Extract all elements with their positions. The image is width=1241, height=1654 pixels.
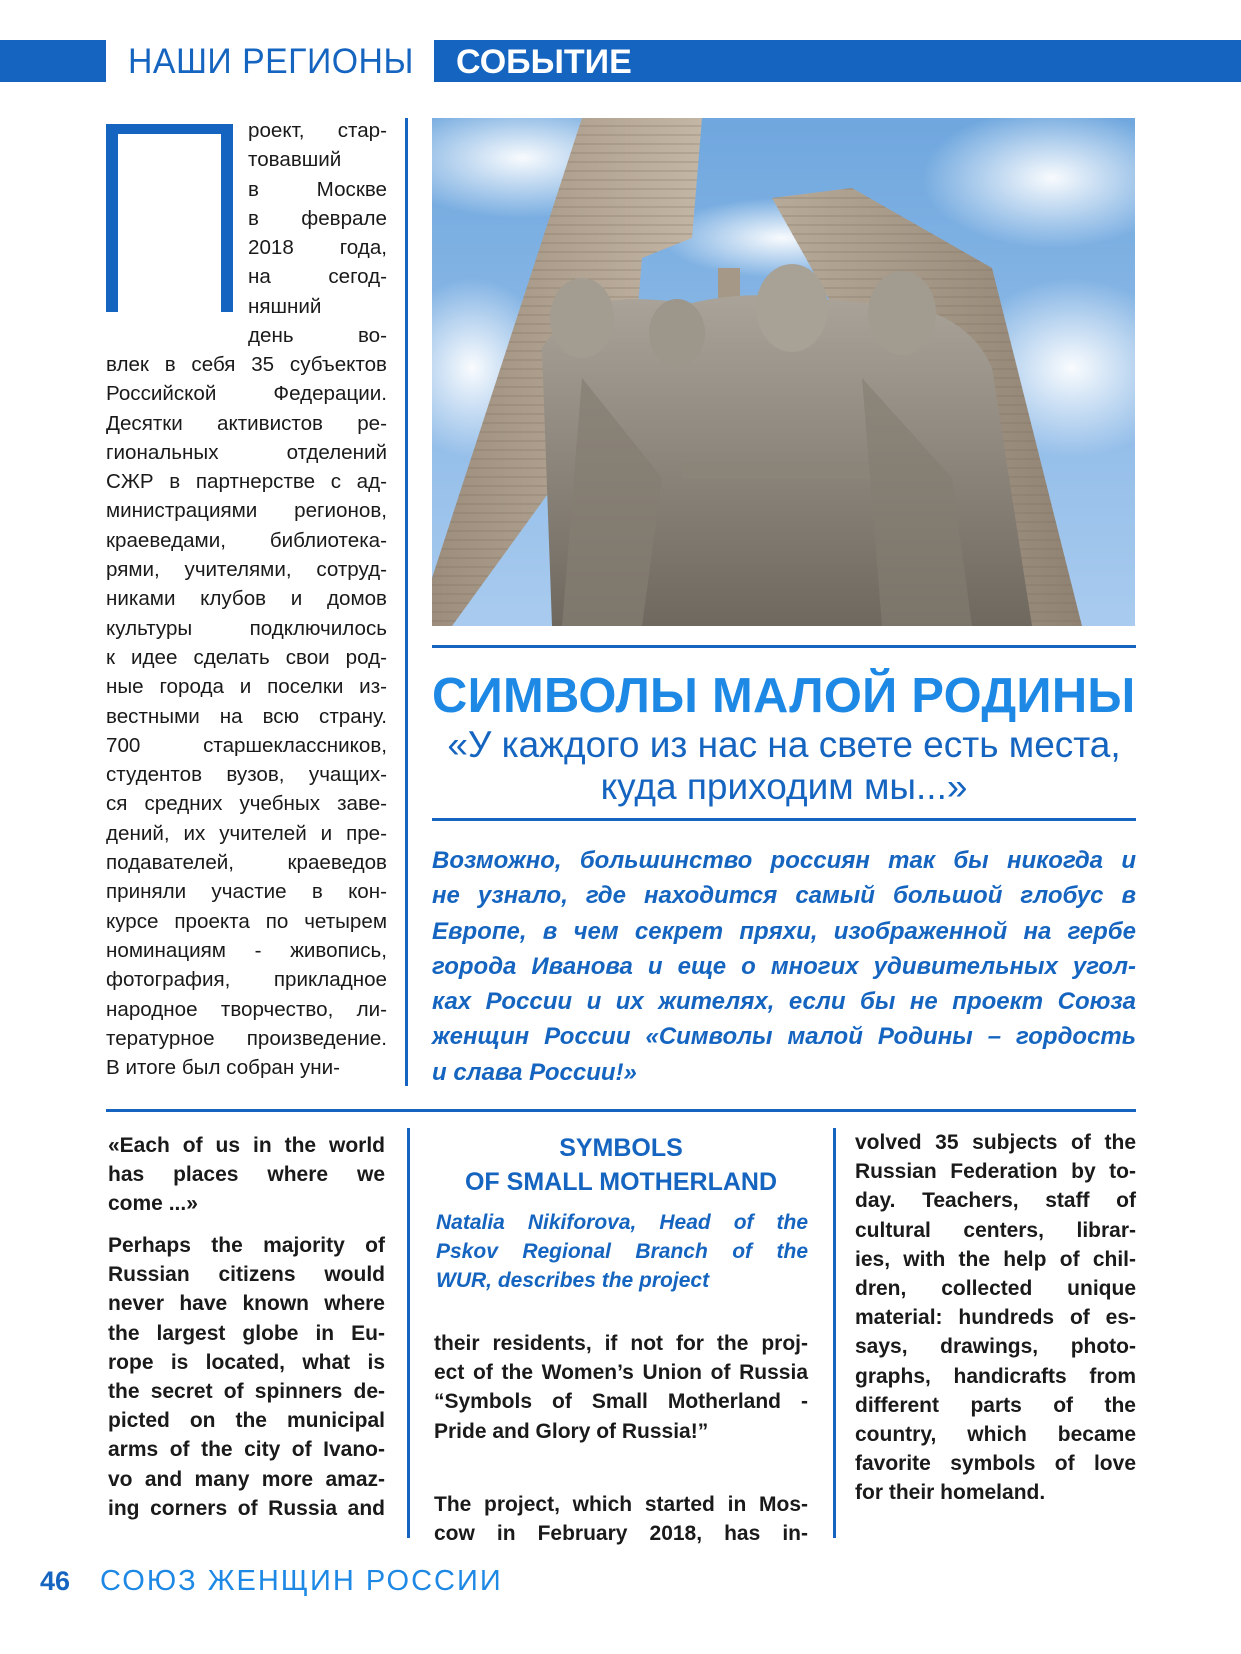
english-quote-line: «Each of us in the world bbox=[108, 1134, 385, 1157]
english-title-line-2: OF SMALL MOTHERLAND bbox=[464, 1168, 777, 1196]
article-subtitle bbox=[432, 724, 1136, 808]
article-text-line: подавателей, краеведов bbox=[106, 851, 387, 875]
dropcap-letter bbox=[106, 124, 233, 312]
english-column-3 bbox=[855, 1128, 1136, 1508]
article-text-line: на сегод- bbox=[248, 265, 387, 289]
article-text-line: номинациям - живопись, bbox=[106, 938, 387, 962]
english-text-line: ect of the Women’s Union of Russia bbox=[434, 1361, 808, 1385]
english-text-line: Russian citizens would bbox=[108, 1263, 385, 1287]
article-text-line: министрациями регионов, bbox=[106, 499, 387, 523]
header-left-bar bbox=[0, 40, 106, 82]
article-text-line: Российской Федерации. bbox=[106, 382, 387, 406]
english-text-line: arms of the city of Ivano- bbox=[108, 1438, 385, 1462]
title-rule-bottom bbox=[432, 818, 1136, 821]
lead-text-line: и слава России!» bbox=[432, 1058, 637, 1086]
article-title: СИМВОЛЫ МАЛОЙ РОДИНЫ bbox=[432, 669, 1136, 723]
english-title-line-1: SYMBOLS bbox=[559, 1134, 683, 1162]
article-text-line: дений, их учителей и пре- bbox=[106, 821, 387, 845]
english-text-line: The project, which started in Mos- bbox=[434, 1493, 808, 1516]
english-quote-line: has places where we bbox=[108, 1163, 385, 1187]
english-text-line: dren, collected unique bbox=[855, 1277, 1136, 1301]
english-section-rule bbox=[106, 1109, 1136, 1112]
article-text-line: рями, учителями, сотруд- bbox=[106, 558, 387, 582]
article-text-line: вестными на всю страну. bbox=[106, 704, 387, 728]
rubric-label: СОБЫТИЕ bbox=[456, 43, 632, 81]
english-text-line: picted on the municipal bbox=[108, 1409, 385, 1433]
lead-text-line: Возможно, большинство россиян так бы никогда и bbox=[432, 847, 1136, 874]
english-text-line: the largest globe in Eu- bbox=[108, 1321, 385, 1345]
english-text-line: cow in February 2018, has in- bbox=[434, 1522, 808, 1546]
english-text-line: volved 35 subjects of the bbox=[855, 1131, 1136, 1154]
english-text-line: says, drawings, photo- bbox=[855, 1335, 1136, 1359]
page-number: 46 bbox=[40, 1566, 71, 1596]
english-text-line: Pride and Glory of Russia!” bbox=[434, 1419, 709, 1443]
article-intro-wide bbox=[106, 350, 387, 1082]
title-rule-top bbox=[432, 645, 1136, 648]
article-text-line: товавший bbox=[248, 148, 342, 172]
english-text-line: day. Teachers, staff of bbox=[855, 1189, 1136, 1213]
article-text-line: ные города и поселки из- bbox=[106, 675, 387, 699]
english-text-line: their residents, if not for the proj- bbox=[434, 1332, 808, 1355]
lead-text-line: города Иванова и еще о многих удивительных угол- bbox=[432, 952, 1136, 980]
article-text-line: тературное произведение. bbox=[106, 1026, 387, 1050]
article-text-line: ся средних учебных заве- bbox=[106, 792, 387, 816]
article-text-line: культуры подключилось bbox=[106, 616, 387, 640]
english-byline-line: WUR, describes the project bbox=[436, 1269, 710, 1293]
monument-photo bbox=[432, 118, 1135, 626]
english-text-line: ing corners of Russia and bbox=[108, 1496, 385, 1520]
article-text-line: краеведами, библиотека- bbox=[106, 528, 387, 552]
article-text-line: роект, стар- bbox=[248, 119, 387, 142]
article-text-line: день во- bbox=[248, 324, 387, 348]
article-text-line: приняли участие в кон- bbox=[106, 880, 387, 904]
english-text-line: favorite symbols of love bbox=[855, 1452, 1136, 1476]
subtitle-line-2: куда приходим мы...» bbox=[600, 766, 968, 807]
section-title: НАШИ РЕГИОНЫ bbox=[128, 42, 414, 81]
english-text-line: vo and many more amaz- bbox=[108, 1467, 385, 1491]
english-byline-line: Pskov Regional Branch of the bbox=[436, 1240, 808, 1264]
english-column-1 bbox=[108, 1231, 385, 1523]
article-text-line: няшний bbox=[248, 294, 322, 318]
english-text-line: different parts of the bbox=[855, 1393, 1136, 1417]
article-intro-narrow bbox=[248, 116, 387, 350]
article-text-line: народное творчество, ли- bbox=[106, 997, 387, 1021]
lead-text-line: не узнало, где находится самый большой глобус в bbox=[432, 882, 1136, 910]
english-column-2b bbox=[434, 1490, 808, 1548]
article-text-line: к идее сделать свои род- bbox=[106, 645, 387, 669]
english-text-line: Perhaps the majority of bbox=[108, 1234, 385, 1257]
article-lead bbox=[432, 843, 1136, 1090]
article-text-line: никами клубов и домов bbox=[106, 587, 387, 611]
article-text-line: фотография, прикладное bbox=[106, 968, 387, 992]
english-text-line: material: hundreds of es- bbox=[855, 1306, 1136, 1330]
subtitle-line-1: «У каждого из нас на свете есть места, bbox=[447, 724, 1121, 765]
english-quote-line: come ...» bbox=[108, 1192, 198, 1216]
magazine-name: СОЮЗ ЖЕНЩИН РОССИИ bbox=[100, 1565, 503, 1597]
article-text-line: 2018 года, bbox=[248, 236, 387, 260]
lead-text-line: ках России и их жителях, если бы не проект Союза bbox=[432, 988, 1136, 1016]
article-text-line: курсе проекта по четырем bbox=[106, 909, 387, 933]
english-text-line: never have known where bbox=[108, 1292, 385, 1316]
english-byline-line: Natalia Nikiforova, Head of the bbox=[436, 1211, 808, 1234]
english-text-line: for their homeland. bbox=[855, 1481, 1046, 1505]
english-text-line: cultural centers, librar- bbox=[855, 1218, 1136, 1242]
article-text-line: в Москве bbox=[248, 177, 387, 201]
article-text-line: гиональных отделений bbox=[106, 440, 387, 464]
lead-text-line: Европе, в чем секрет пряхи, изображенной на гербе bbox=[432, 917, 1136, 945]
article-text-line: в феврале bbox=[248, 206, 387, 230]
english-text-line: “Symbols of Small Motherland - bbox=[434, 1390, 808, 1414]
lead-text-line: женщин России «Символы малой Родины – гордость bbox=[432, 1023, 1136, 1051]
english-title bbox=[432, 1131, 810, 1199]
english-text-line: ies, with the help of chil- bbox=[855, 1247, 1136, 1271]
english-text-line: country, which became bbox=[855, 1423, 1136, 1447]
article-text-line: СЖР в партнерстве с ад- bbox=[106, 470, 387, 494]
column-divider bbox=[405, 118, 408, 1086]
article-text-line: 700 старшеклассников, bbox=[106, 733, 387, 757]
english-column-divider-2 bbox=[833, 1128, 836, 1538]
english-text-line: Russian Federation by to- bbox=[855, 1160, 1136, 1184]
english-text-line: rope is located, what is bbox=[108, 1350, 385, 1374]
english-text-line: the secret of spinners de- bbox=[108, 1380, 385, 1404]
english-column-divider-1 bbox=[407, 1128, 410, 1538]
article-text-line: влек в себя 35 субъектов bbox=[106, 353, 387, 376]
article-text-line: В итоге был собран уни- bbox=[106, 1056, 340, 1080]
article-text-line: студентов вузов, учащих- bbox=[106, 763, 387, 787]
article-text-line: Десятки активистов ре- bbox=[106, 411, 387, 435]
english-byline bbox=[436, 1208, 808, 1296]
english-column-2a bbox=[434, 1329, 808, 1446]
english-quote bbox=[108, 1131, 385, 1219]
english-text-line: graphs, handicrafts from bbox=[855, 1364, 1136, 1388]
